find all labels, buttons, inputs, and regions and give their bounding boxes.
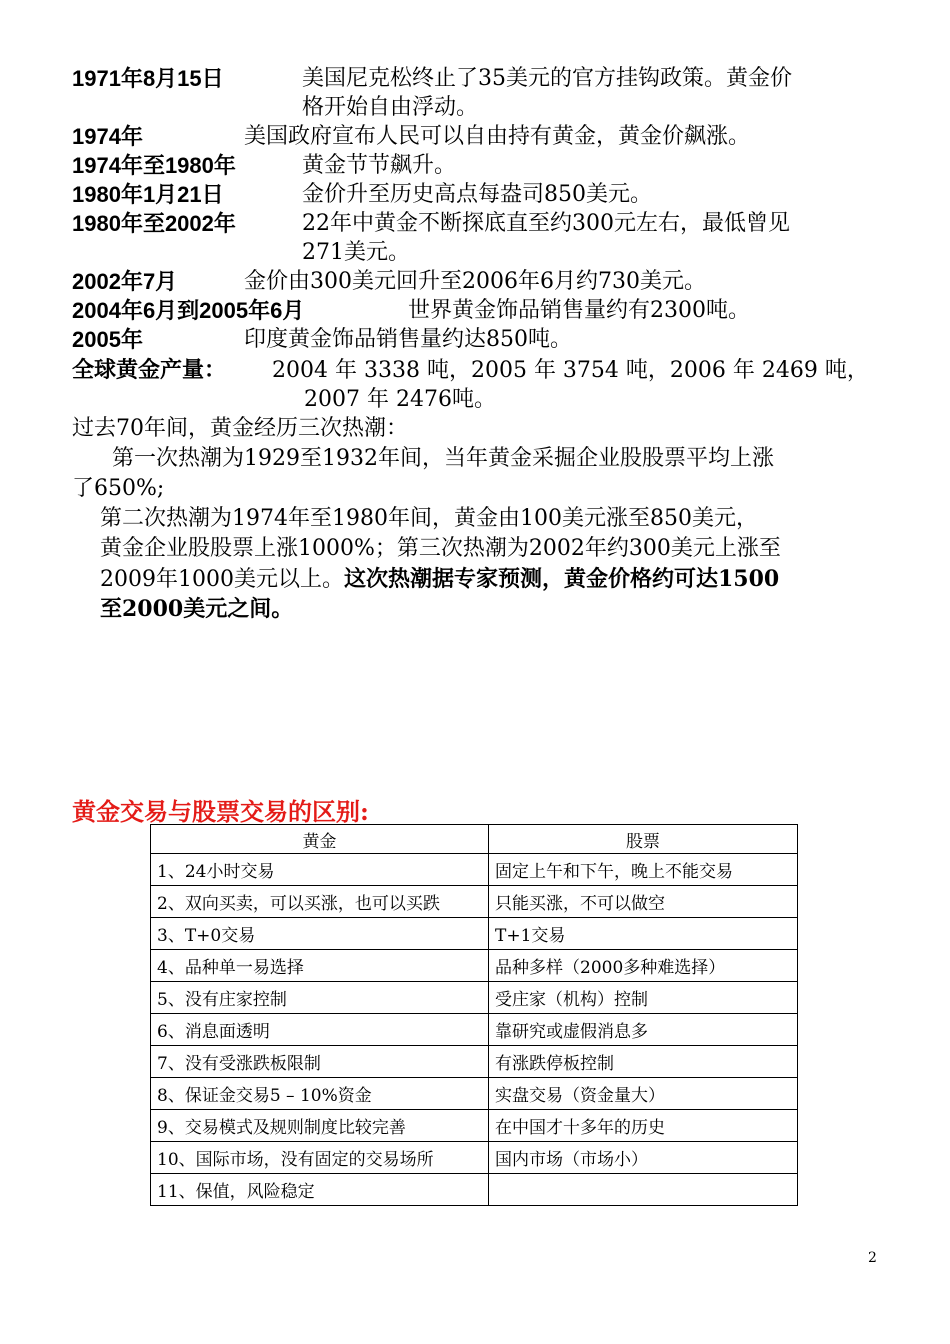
gold-cell: 10、国际市场，没有固定的交易场所 xyxy=(151,1142,489,1174)
boom-second-line3 xyxy=(100,564,779,595)
gold-cell: 11、保值，风险稳定 xyxy=(151,1174,489,1206)
timeline-text: 22年中黄金不断探底直至约300元左右，最低曾见 xyxy=(302,211,790,236)
stock-cell: T+1交易 xyxy=(489,918,798,950)
table-row xyxy=(151,854,798,886)
gold-cell: 9、交易模式及规则制度比较完善 xyxy=(151,1110,489,1142)
table-row xyxy=(151,982,798,1014)
gold-cell: 4、品种单一易选择 xyxy=(151,950,489,982)
comparison-heading: 黄金交易与股票交易的区别: xyxy=(72,797,369,826)
timeline-date: 1980年至2002年 xyxy=(72,211,236,236)
expert-forecast: 这次热潮据专家预测，黄金价格约可达1500 xyxy=(343,566,780,592)
timeline-text-cont: 格开始自由浮动。 xyxy=(302,95,479,120)
production-line1: 2004 年 3338 吨，2005 年 3754 吨，2006 年 2469 吨， xyxy=(272,358,869,383)
stock-cell: 受庄家（机构）控制 xyxy=(489,982,798,1014)
timeline-date: 2004年6月到2005年6月 xyxy=(72,298,305,323)
table-row xyxy=(151,886,798,918)
boom-first-line2: 了650%; xyxy=(72,476,165,501)
gold-cell: 2、双向买卖，可以买涨，也可以买跌 xyxy=(151,886,489,918)
boom-second-plain: 2009年1000美元以上。 xyxy=(100,567,344,592)
page-number: 2 xyxy=(868,1250,877,1266)
timeline-date: 1971年8月15日 xyxy=(72,66,224,91)
boom-first-line1: 第一次热潮为1929至1932年间，当年黄金采掘企业股股票平均上涨 xyxy=(112,446,774,471)
comparison-table xyxy=(150,824,798,1206)
stock-cell: 在中国才十多年的历史 xyxy=(489,1110,798,1142)
gold-cell: 5、没有庄家控制 xyxy=(151,982,489,1014)
table-row xyxy=(151,918,798,950)
table-row xyxy=(151,950,798,982)
production-line2: 2007 年 2476吨。 xyxy=(304,387,496,412)
timeline-text: 金价由300美元回升至2006年6月约730美元。 xyxy=(244,269,706,294)
stock-cell xyxy=(489,1174,798,1206)
stock-cell: 固定上午和下午，晚上不能交易 xyxy=(489,854,798,886)
table-row xyxy=(151,1014,798,1046)
timeline-text: 世界黄金饰品销售量约有2300吨。 xyxy=(408,298,750,323)
expert-forecast-cont: 至2000美元之间。 xyxy=(100,596,294,622)
stock-cell: 靠研究或虚假消息多 xyxy=(489,1014,798,1046)
gold-cell: 8、保证金交易5 – 10%资金 xyxy=(151,1078,489,1110)
table-row xyxy=(151,1110,798,1142)
col-header-stock: 股票 xyxy=(489,825,798,854)
boom-second-line2: 黄金企业股股票上涨1000%；第三次热潮为2002年约300美元上涨至 xyxy=(100,536,781,561)
stock-cell: 实盘交易（资金量大） xyxy=(489,1078,798,1110)
production-label: 全球黄金产量： xyxy=(72,357,227,383)
gold-cell: 3、T+0交易 xyxy=(151,918,489,950)
gold-cell: 6、消息面透明 xyxy=(151,1014,489,1046)
table-row xyxy=(151,1174,798,1206)
timeline-date: 1980年1月21日 xyxy=(72,182,224,207)
timeline-date: 1974年 xyxy=(72,124,143,149)
table-row xyxy=(151,1142,798,1174)
table-header-row xyxy=(151,825,798,854)
col-header-gold: 黄金 xyxy=(151,825,489,854)
booms-intro: 过去70年间，黄金经历三次热潮： xyxy=(72,416,408,441)
gold-cell: 1、24小时交易 xyxy=(151,854,489,886)
stock-cell: 只能买涨，不可以做空 xyxy=(489,886,798,918)
table-row xyxy=(151,1046,798,1078)
timeline-text: 美国尼克松终止了35美元的官方挂钩政策。黄金价 xyxy=(302,66,792,91)
gold-cell: 7、没有受涨跌板限制 xyxy=(151,1046,489,1078)
table-row xyxy=(151,1078,798,1110)
timeline-text: 金价升至历史高点每盎司850美元。 xyxy=(302,182,652,207)
timeline-text: 印度黄金饰品销售量约达850吨。 xyxy=(244,327,572,352)
timeline-date: 1974年至1980年 xyxy=(72,153,236,178)
timeline-date: 2002年7月 xyxy=(72,269,178,294)
stock-cell: 品种多样（2000多种难选择） xyxy=(489,950,798,982)
stock-cell: 国内市场（市场小） xyxy=(489,1142,798,1174)
timeline-date: 2005年 xyxy=(72,327,143,352)
timeline-text: 美国政府宣布人民可以自由持有黄金，黄金价飙涨。 xyxy=(244,124,751,149)
timeline-entry-1971 xyxy=(72,64,892,122)
stock-cell: 有涨跌停板控制 xyxy=(489,1046,798,1078)
timeline-text-cont: 271美元。 xyxy=(302,240,410,265)
boom-second-line1: 第二次热潮为1974年至1980年间，黄金由100美元涨至850美元， xyxy=(100,506,758,531)
timeline-text: 黄金节节飙升。 xyxy=(302,153,457,178)
